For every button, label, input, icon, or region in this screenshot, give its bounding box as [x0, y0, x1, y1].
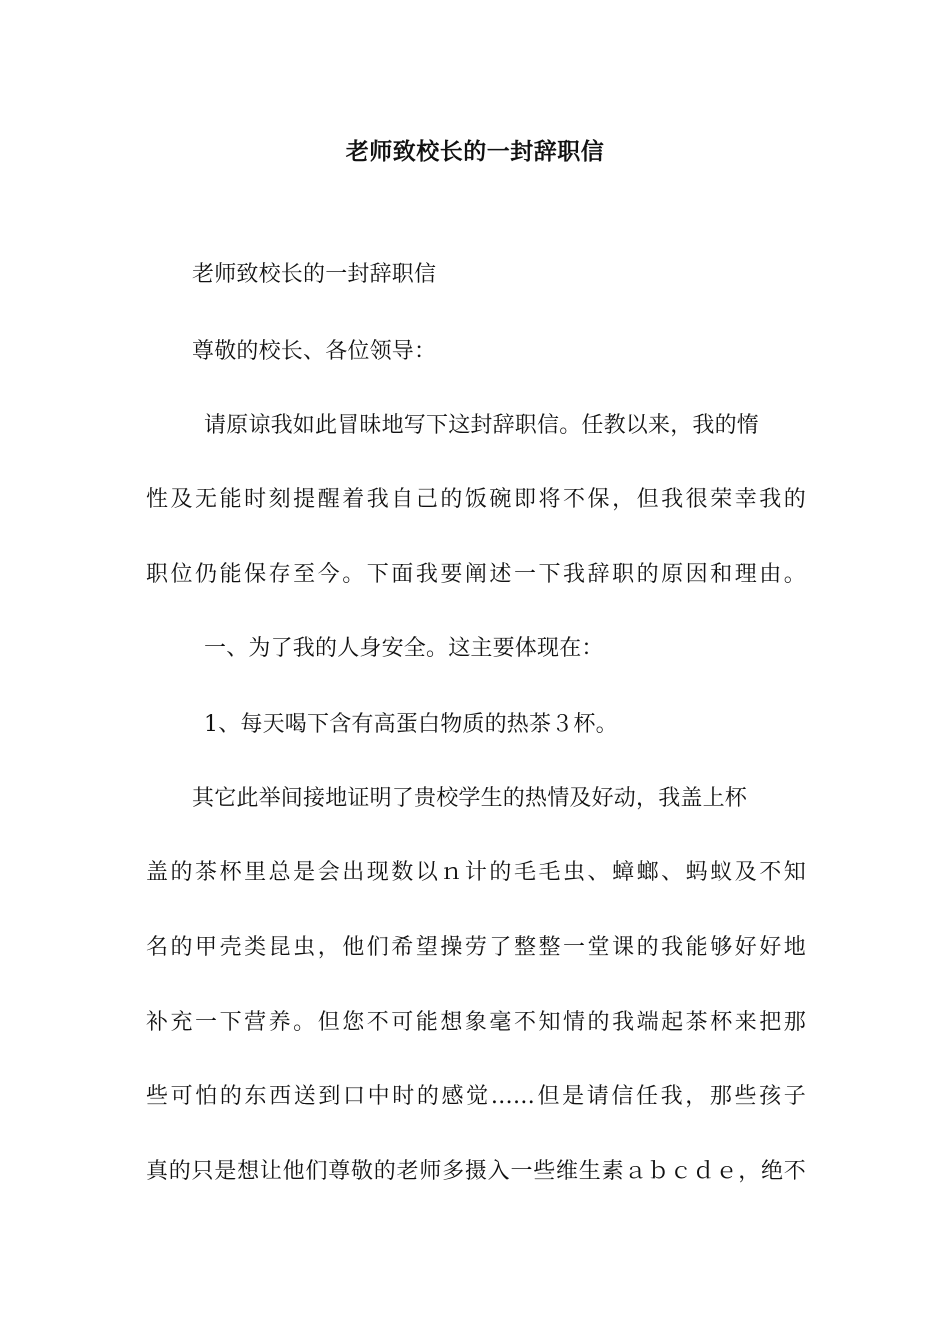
paragraph-heading: 老师致校长的一封辞职信 [192, 262, 437, 287]
paragraph-line: 真的只是想让他们尊敬的老师多摄入一些维生素ａｂｃｄｅ，绝不 [146, 1159, 806, 1184]
salutation: 尊敬的校长、各位领导： [192, 339, 437, 364]
paragraph-line: 请原谅我如此冒昧地写下这封辞职信。任教以来，我的惰 [204, 413, 760, 438]
paragraph-line: 些可怕的东西送到口中时的感觉……但是请信任我，那些孩子 [146, 1084, 806, 1109]
paragraph-line: 盖的茶杯里总是会出现数以ｎ计的毛毛虫、蟑螂、蚂蚁及不知 [146, 860, 806, 885]
document-title: 老师致校长的一封辞职信 [345, 138, 605, 165]
paragraph-line: 性及无能时刻提醒着我自己的饭碗即将不保，但我很荣幸我的 [146, 487, 806, 512]
paragraph-line: 职位仍能保存至今。下面我要阐述一下我辞职的原因和理由。 [146, 562, 806, 587]
paragraph-line: 名的甲壳类昆虫，他们希望操劳了整整一堂课的我能够好好地 [146, 935, 806, 960]
paragraph-line: 其它此举间接地证明了贵校学生的热情及好动，我盖上杯 [192, 786, 748, 811]
paragraph-line: 补充一下营养。但您不可能想象毫不知情的我端起茶杯来把那 [146, 1010, 806, 1035]
list-item: 1、每天喝下含有高蛋白物质的热茶３杯。 [204, 712, 618, 737]
section-heading: 一、为了我的人身安全。这主要体现在： [204, 636, 604, 661]
